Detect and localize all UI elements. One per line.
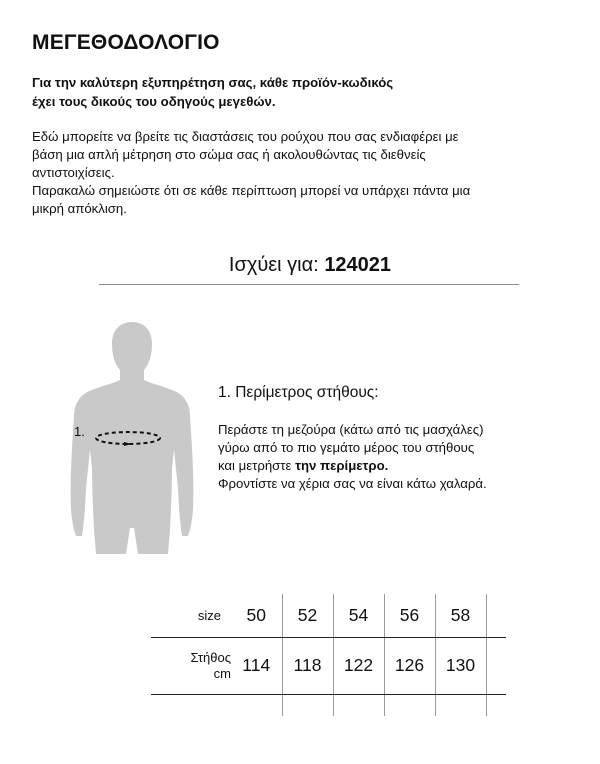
table-end-cell xyxy=(486,594,506,637)
spacer-cell xyxy=(151,694,231,716)
table-end-cell xyxy=(486,637,506,694)
intro-paragraph xyxy=(32,128,577,218)
section-divider xyxy=(99,284,519,285)
measurement-line: Περάστε τη μεζούρα (κάτω από τις μασχάλες) xyxy=(218,422,484,437)
intro-line: Για την καλύτερη εξυπηρέτηση σας, κάθε προϊόν-κωδικός xyxy=(32,75,394,90)
size-value: 54 xyxy=(333,594,384,637)
size-value: 58 xyxy=(435,594,486,637)
page-title: ΜΕΓΕΘΟΔΟΛΟΓΙΟ xyxy=(32,31,220,54)
applies-label: Ισχύει για: xyxy=(228,254,319,276)
paragraph-line: Παρακαλώ σημειώστε ότι σε κάθε περίπτωση μπορεί να υπάρχει πάντα μια xyxy=(32,183,471,198)
table-spacer-row xyxy=(151,694,506,716)
size-value: 52 xyxy=(282,594,333,637)
figure-marker: 1. xyxy=(74,424,85,439)
chest-value: 122 xyxy=(333,637,384,694)
measurement-line-prefix: και μετρήστε xyxy=(218,458,296,473)
paragraph-line: μικρή απόκλιση. xyxy=(32,201,127,216)
size-value: 50 xyxy=(231,594,282,637)
table-row xyxy=(151,637,506,694)
measurement-title: 1. Περίμετρος στήθους: xyxy=(218,384,379,401)
spacer-cell xyxy=(231,694,282,716)
size-value: 56 xyxy=(384,594,435,637)
chest-label: Στήθος xyxy=(190,649,231,665)
product-code: 124021 xyxy=(324,254,392,276)
paragraph-line: αντιστοιχίσεις. xyxy=(32,165,115,180)
paragraph-line: Εδώ μπορείτε να βρείτε τις διαστάσεις του ρούχου που σας ενδιαφέρει με xyxy=(32,129,459,144)
chest-row-label xyxy=(151,637,231,694)
measurement-line: γύρω από το πιο γεμάτο μέρος του στήθους xyxy=(218,440,475,455)
table-header-row xyxy=(151,594,506,637)
paragraph-line: βάση μια απλή μέτρηση στο σώμα σας ή ακολουθώντας τις διεθνείς xyxy=(32,147,426,162)
spacer-cell xyxy=(282,694,333,716)
spacer-cell xyxy=(333,694,384,716)
measurement-line xyxy=(218,457,578,475)
measurement-line-emphasis: την περίμετρο. xyxy=(295,458,389,473)
spacer-cell xyxy=(486,694,506,716)
chest-value: 118 xyxy=(282,637,333,694)
size-column-label: size xyxy=(151,594,231,637)
size-table xyxy=(151,594,506,716)
chest-value: 126 xyxy=(384,637,435,694)
intro-bold-text xyxy=(32,73,572,111)
chest-value: 114 xyxy=(231,637,282,694)
measurement-line: Φροντίστε να χέρια σας να είναι κάτω χαλαρά. xyxy=(218,476,487,491)
applies-to-heading xyxy=(0,254,600,277)
intro-line: έχει τους δικούς του οδηγούς μεγεθών. xyxy=(32,94,276,109)
body-silhouette xyxy=(71,322,194,554)
chest-value: 130 xyxy=(435,637,486,694)
unit-label: cm xyxy=(213,665,231,681)
measurement-description xyxy=(218,421,578,493)
spacer-cell xyxy=(384,694,435,716)
spacer-cell xyxy=(435,694,486,716)
